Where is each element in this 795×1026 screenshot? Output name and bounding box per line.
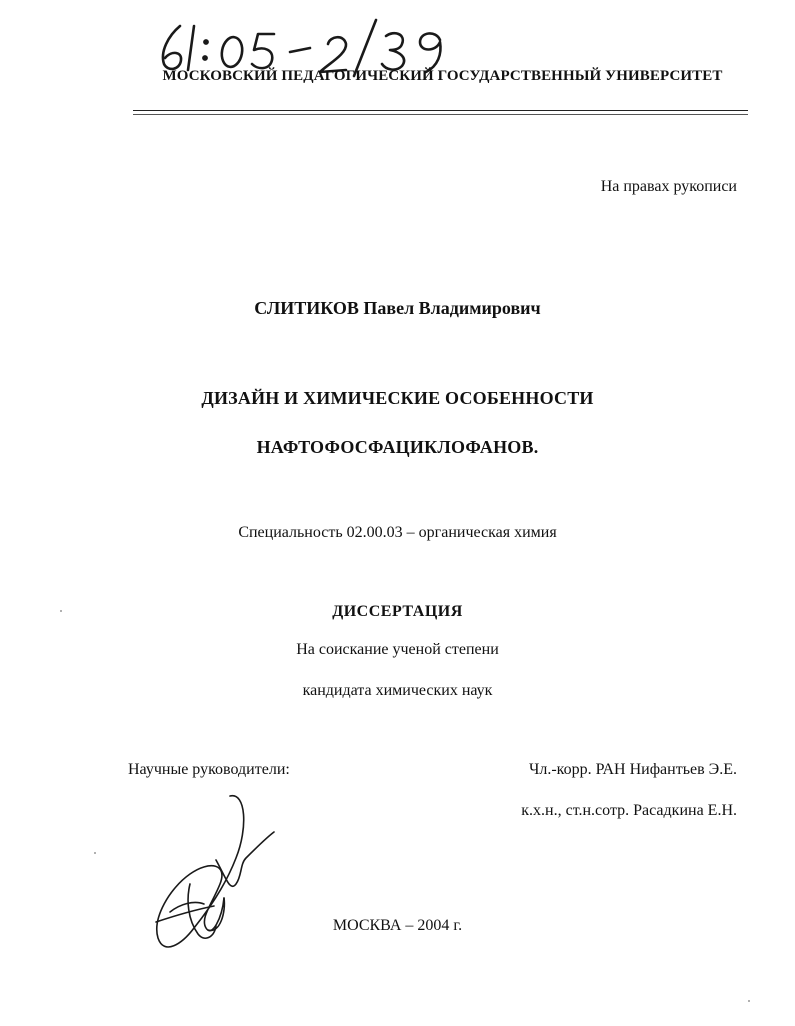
degree-line-2: кандидата химических наук <box>302 682 493 699</box>
specialty: Специальность 02.00.03 – органическая химия <box>238 524 557 541</box>
degree-line-1: На соискание ученой степени <box>296 641 499 658</box>
supervisor-second: к.х.н., ст.н.сотр. Расадкина Е.Н. <box>521 802 737 819</box>
place-year: МОСКВА – 2004 г. <box>332 917 463 934</box>
header-divider <box>133 110 748 111</box>
rights-note: На правах рукописи <box>600 178 737 195</box>
title-line-1: ДИЗАЙН И ХИМИЧЕСКИЕ ОСОБЕННОСТИ <box>201 388 594 408</box>
scan-speck <box>94 852 96 854</box>
supervisor-first: Чл.-корр. РАН Нифантьев Э.Е. <box>528 761 737 778</box>
author-name: СЛИТИКОВ Павел Владимирович <box>254 298 541 318</box>
university-name: МОСКОВСКИЙ ПЕДАГОГИЧЕСКИЙ ГОСУДАРСТВЕННЫЙ УНИВЕРСИТЕТ <box>162 68 723 84</box>
supervisors-label: Научные руководители: <box>128 761 290 778</box>
header-divider-secondary <box>133 114 748 115</box>
title-line-2: НАФТОФОСФАЦИКЛОФАНОВ. <box>256 437 539 457</box>
work-type: ДИССЕРТАЦИЯ <box>332 603 463 620</box>
scan-speck <box>748 1000 750 1002</box>
scan-speck <box>60 610 62 612</box>
